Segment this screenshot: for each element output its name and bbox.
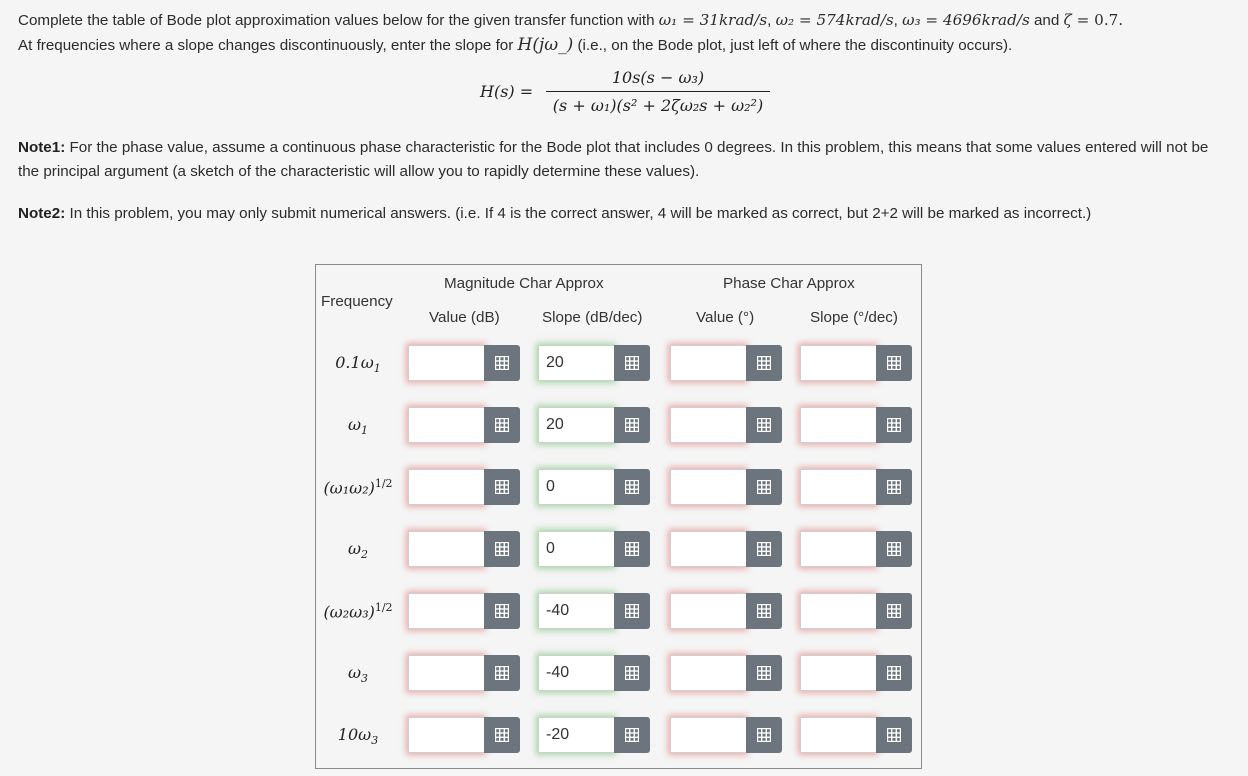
grid-icon[interactable] — [614, 531, 650, 567]
mag-slope-input[interactable]: 20 — [538, 345, 614, 381]
grid-icon-svg — [887, 480, 901, 494]
grid-icon-svg — [757, 728, 771, 742]
phase-slope-field-group — [800, 469, 1042, 505]
equals-sign: = — [920, 11, 943, 29]
frequency-label-sup: 1/2 — [374, 477, 393, 490]
phase-value-header: Value (°) — [696, 309, 755, 326]
grid-icon[interactable] — [484, 345, 520, 381]
equals-sign: = — [677, 11, 700, 29]
phase-slope-input[interactable] — [800, 593, 876, 629]
omega1-value: 31krad/s — [699, 11, 768, 29]
mag-slope-input[interactable]: 20 — [538, 407, 614, 443]
frequency-label-sub: 3 — [371, 734, 379, 748]
omega3-value: 4696krad/s — [942, 11, 1030, 29]
problem-text-2: At frequencies where a slope changes discontinuously, enter the slope for — [18, 37, 518, 54]
equals-sign: = — [794, 11, 817, 29]
grid-icon[interactable] — [614, 345, 650, 381]
omega2-value: 574krad/s — [816, 11, 894, 29]
separator: , — [767, 12, 776, 29]
grid-icon[interactable] — [876, 469, 912, 505]
grid-icon[interactable] — [746, 717, 782, 753]
mag-value-input[interactable] — [408, 345, 484, 381]
mag-slope-input[interactable]: 0 — [538, 469, 614, 505]
grid-icon-svg — [757, 666, 771, 680]
grid-icon-svg — [625, 542, 639, 556]
grid-icon[interactable] — [484, 717, 520, 753]
mag-value-input[interactable] — [408, 469, 484, 505]
note2-text: In this problem, you may only submit numerical answers. (i.e. If 4 is the correct answer, 4 will be marked as correct, but 2+2 will be marked as incorrect.) — [65, 205, 1092, 222]
grid-icon-svg — [625, 666, 639, 680]
frequency-label — [318, 353, 398, 375]
phase-slope-field-group — [800, 593, 1042, 629]
phase-slope-field-group — [800, 531, 1042, 567]
grid-icon-svg — [495, 728, 509, 742]
phase-slope-input[interactable] — [800, 531, 876, 567]
mag-value-input[interactable] — [408, 593, 484, 629]
grid-icon[interactable] — [614, 469, 650, 505]
frequency-label-sup: 1/2 — [374, 601, 393, 614]
phase-slope-field-group — [800, 345, 1042, 381]
frequency-label-sub: 1 — [361, 424, 369, 438]
frequency-label — [318, 539, 398, 561]
magnitude-header: Magnitude Char Approx — [444, 275, 604, 292]
grid-icon-svg — [887, 356, 901, 370]
grid-icon-svg — [495, 542, 509, 556]
grid-icon[interactable] — [746, 593, 782, 629]
grid-icon-svg — [757, 480, 771, 494]
grid-icon[interactable] — [746, 469, 782, 505]
mag-value-input[interactable] — [408, 717, 484, 753]
and-text: and — [1029, 12, 1064, 29]
grid-icon-svg — [757, 418, 771, 432]
frequency-label-main: (ω₁ω₂) — [323, 478, 375, 498]
note1-text: For the phase value, assume a continuous phase characteristic for the Bode plot that includes 0 degrees. In this problem, this means that some values entered will not be the principal argument (a sketch of the characteristic will allow you to rapidly determine these values). — [18, 139, 1209, 180]
frequency-label — [318, 663, 398, 685]
problem-statement — [18, 8, 1233, 58]
grid-icon-svg — [887, 418, 901, 432]
grid-icon-svg — [887, 542, 901, 556]
grid-icon-svg — [625, 604, 639, 618]
frequency-label-main: ω — [347, 415, 362, 434]
note1 — [18, 136, 1233, 184]
grid-icon[interactable] — [876, 531, 912, 567]
problem-text-1: Complete the table of Bode plot approximation values below for the given transfer function with — [18, 12, 659, 29]
phase-slope-input[interactable] — [800, 407, 876, 443]
frequency-label-sub: 1 — [373, 362, 381, 376]
omega3-symbol: ω₃ — [902, 11, 921, 29]
grid-icon[interactable] — [746, 345, 782, 381]
grid-icon[interactable] — [484, 407, 520, 443]
grid-icon-svg — [495, 418, 509, 432]
grid-icon[interactable] — [614, 407, 650, 443]
grid-icon[interactable] — [876, 717, 912, 753]
equation-numerator: 10s(s − ω₃) — [611, 68, 705, 87]
grid-icon-svg — [625, 356, 639, 370]
phase-value-input[interactable] — [670, 407, 746, 443]
mag-value-input[interactable] — [408, 531, 484, 567]
phase-value-input[interactable] — [670, 655, 746, 691]
mag-slope-input[interactable]: -20 — [538, 717, 614, 753]
phase-slope-input[interactable] — [800, 655, 876, 691]
grid-icon-svg — [625, 418, 639, 432]
grid-icon[interactable] — [614, 655, 650, 691]
problem-text-3: (i.e., on the Bode plot, just left of where the discontinuity occurs). — [573, 37, 1013, 54]
grid-icon-svg — [495, 480, 509, 494]
zeta-symbol: ζ — [1063, 11, 1072, 29]
frequency-label — [318, 601, 398, 621]
grid-icon-svg — [887, 728, 901, 742]
frequency-label-sub: 3 — [361, 672, 369, 686]
phase-slope-input[interactable] — [800, 717, 876, 753]
grid-icon-svg — [625, 480, 639, 494]
grid-icon-svg — [887, 666, 901, 680]
phase-slope-field-group — [800, 407, 1042, 443]
grid-icon-svg — [757, 356, 771, 370]
note2 — [18, 202, 1233, 226]
frequency-label — [318, 477, 398, 497]
mag-slope-input[interactable]: -40 — [538, 655, 614, 691]
equation-fraction — [546, 66, 770, 119]
grid-icon[interactable] — [484, 593, 520, 629]
mag-value-input[interactable] — [408, 407, 484, 443]
grid-icon[interactable] — [746, 655, 782, 691]
mag-value-input[interactable] — [408, 655, 484, 691]
phase-header: Phase Char Approx — [723, 275, 855, 292]
phase-slope-input[interactable] — [800, 345, 876, 381]
mag-slope-input[interactable]: 0 — [538, 531, 614, 567]
grid-icon-svg — [495, 356, 509, 370]
separator: , — [893, 12, 903, 29]
phase-slope-field-group — [800, 717, 1042, 753]
grid-icon[interactable] — [614, 717, 650, 753]
grid-icon[interactable] — [484, 655, 520, 691]
frequency-label-sub: 2 — [361, 548, 369, 562]
frequency-label-main: 10ω — [337, 725, 372, 744]
phase-value-input[interactable] — [670, 593, 746, 629]
equals-sign: = — [1071, 11, 1095, 29]
equation-denominator: (s + ω₁)(s² + 2ζω₂s + ω₂²) — [552, 96, 764, 115]
note2-label: Note2: — [18, 205, 66, 222]
frequency-label-main: ω — [347, 539, 362, 558]
frequency-label — [318, 415, 398, 437]
phase-value-input[interactable] — [670, 531, 746, 567]
fraction-bar — [546, 91, 770, 92]
grid-icon-svg — [887, 604, 901, 618]
grid-icon[interactable] — [484, 469, 520, 505]
grid-icon[interactable] — [746, 531, 782, 567]
note1-label: Note1: — [18, 139, 66, 156]
frequency-label-main: 0.1ω — [335, 353, 374, 372]
frequency-label-main: (ω₂ω₃) — [323, 602, 375, 622]
frequency-header: Frequency — [321, 293, 393, 310]
mag-slope-header: Slope (dB/dec) — [542, 309, 643, 326]
phase-slope-input[interactable] — [800, 469, 876, 505]
phase-value-input[interactable] — [670, 717, 746, 753]
equation-lhs: H(s) = — [480, 82, 534, 101]
grid-icon[interactable] — [876, 593, 912, 629]
phase-slope-field-group — [800, 655, 1042, 691]
grid-icon[interactable] — [876, 655, 912, 691]
mag-value-header: Value (dB) — [429, 309, 500, 326]
grid-icon-svg — [625, 728, 639, 742]
grid-icon[interactable] — [876, 407, 912, 443]
phase-value-input[interactable] — [670, 469, 746, 505]
grid-icon[interactable] — [484, 531, 520, 567]
grid-icon[interactable] — [614, 593, 650, 629]
grid-icon[interactable] — [746, 407, 782, 443]
mag-slope-input[interactable]: -40 — [538, 593, 614, 629]
grid-icon-svg — [495, 604, 509, 618]
grid-icon[interactable] — [876, 345, 912, 381]
h-jw-symbol: H(jω_) — [517, 35, 574, 55]
phase-value-input[interactable] — [670, 345, 746, 381]
omega1-symbol: ω₁ — [658, 11, 678, 29]
frequency-label-main: ω — [347, 663, 362, 682]
grid-icon-svg — [757, 604, 771, 618]
bode-table — [315, 264, 922, 769]
grid-icon-svg — [495, 666, 509, 680]
frequency-label — [318, 725, 398, 747]
grid-icon-svg — [757, 542, 771, 556]
omega2-symbol: ω₂ — [775, 11, 795, 29]
zeta-value: 0.7. — [1094, 11, 1124, 29]
phase-slope-header: Slope (°/dec) — [810, 309, 898, 326]
